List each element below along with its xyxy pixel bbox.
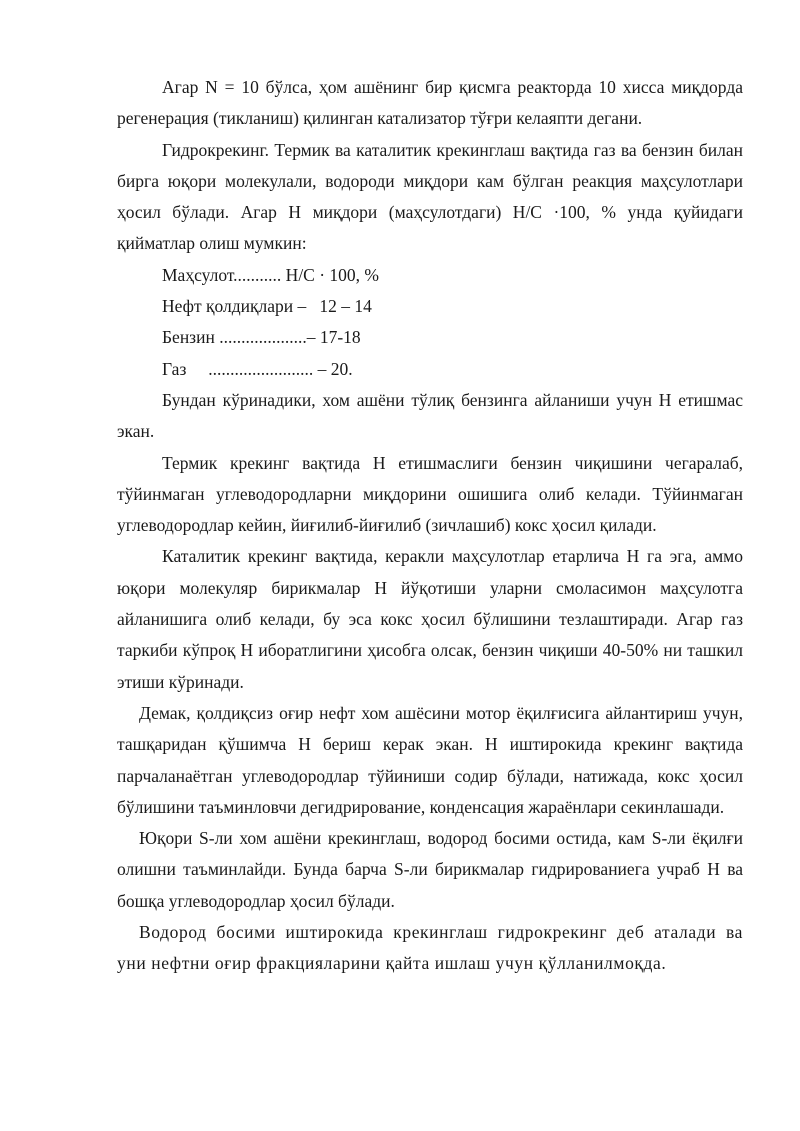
document-body bbox=[117, 72, 743, 980]
list-item-header: Маҳсулот........... Н/С · 100, % bbox=[162, 264, 380, 285]
list-item-gasoline: Бензин ....................– 17-18 bbox=[162, 327, 361, 348]
paragraph-catalytic-cracking: Каталитик крекинг вақтида, керакли маҳсулотлар етарлича Н га эга, аммо юқори молекуляр бирикмалар Н йўқотиши уларни смоласимон маҳсулотга айланишига олиб келади, бу эса кокс ҳосил бўлишини тезлаштиради. Агар газ таркиби кўпроқ Н иборатлигини ҳисобга олсак, бензин чиқиши 40-50% ни ташкил этиши кўринади. bbox=[117, 546, 743, 692]
paragraph-regeneration: Агар N = 10 бўлса, ҳом ашёнинг бир қисмга реакторда 10 хисса миқдорда регенерация (тикланиш) қилинган катализатор тўғри келаяпти дегани. bbox=[117, 77, 743, 129]
paragraph-conclusion: Бундан кўринадики, хом ашёни тўлиқ бензинга айланиши учун Н етишмас экан. bbox=[117, 389, 743, 442]
list-item-gas: Газ ........................ – 20. bbox=[162, 358, 353, 379]
paragraph-sulfur-feedstock: Юқори S-ли хом ашёни крекинглаш, водород босими остида, кам S-ли ёқилғи олишни таъминлайди. Бунда барча S-ли бирикмалар гидрированиега учраб Н ва бошқа углеводородлар ҳосил бўлади. bbox=[117, 828, 743, 911]
paragraph-hydrocracking-intro: Гидрокрекинг. Термик ва каталитик крекинглаш вақтида газ ва бензин билан бирга юқори молекулали, водороди миқдори кам бўлган реакция маҳсулотлари ҳосил бўлади. Агар Н миқдори (маҳсулотдаги) Н/С ·100, % унда қуйидаги қийматлар олиш мумкин: bbox=[117, 139, 743, 254]
paragraph-hydrocracking-definition: Водород босими иштирокида крекинглаш гидрокрекинг деб аталади ва уни нефтни оғир фракцияларини қайта ишлаш учун қўлланилмоқда. bbox=[117, 922, 743, 974]
paragraph-thermal-cracking: Термик крекинг вақтида Н етишмаслиги бензин чиқишини чегаралаб, тўйинмаган углеводородларни миқдорини ошишига олиб келади. Тўйинмаган углеводородлар кейин, йиғилиб-йиғилиб (зичлашиб) кокс ҳосил қилади. bbox=[117, 452, 743, 536]
paragraph-hydrogen-addition: Демак, қолдиқсиз оғир нефт хом ашёсини мотор ёқилғисига айлантириш учун, ташқаридан қўшимча Н бериш керак экан. Н иштирокида крекинг вақтида парчаланаётган углеводородлар тўйиниши содир бўлади, натижада, кокс ҳосил бўлишини таъминловчи дегидрирование, конденсация жараёнлари секинлашади. bbox=[117, 702, 743, 817]
list-item-residues: Нефт қолдиқлари – 12 – 14 bbox=[162, 296, 372, 317]
